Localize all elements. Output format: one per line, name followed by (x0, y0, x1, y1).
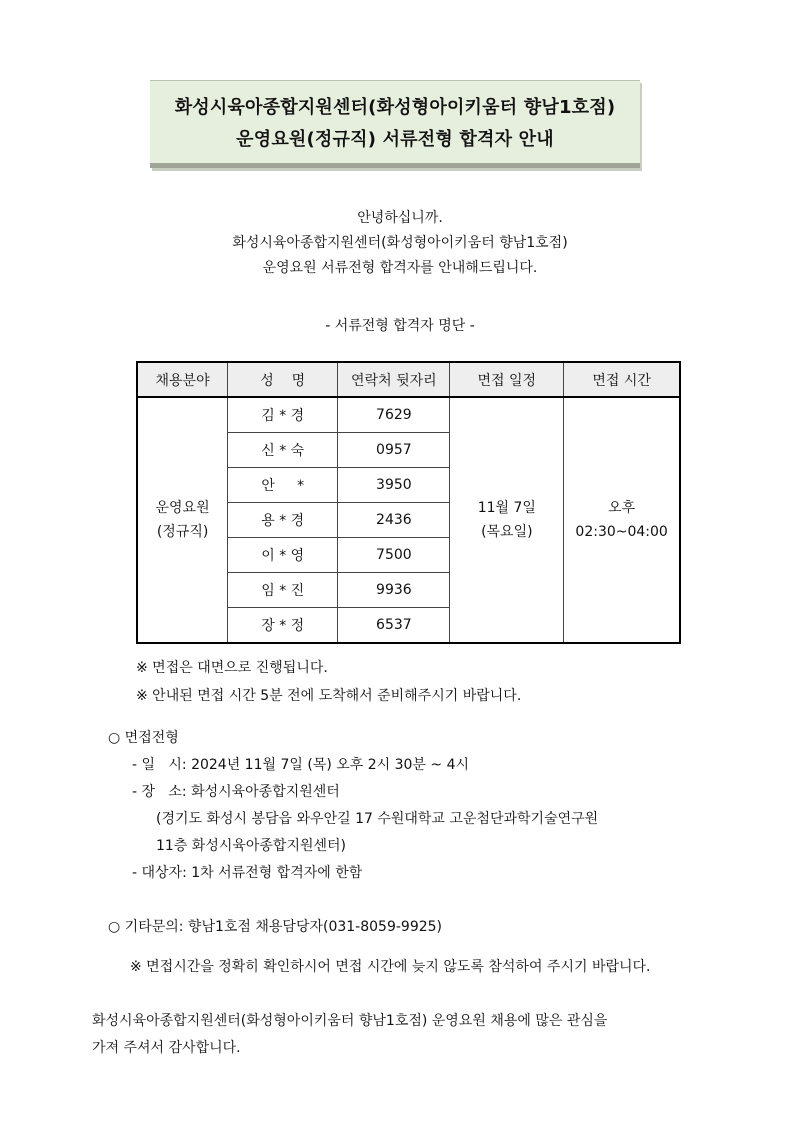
document-title-line1: 화성시육아종합지원센터(화성형아이키움터 향남1호점) (174, 97, 616, 118)
document-title-line2: 운영요원(정규직) 서류전형 합격자 안내 (236, 129, 554, 150)
table-row (137, 397, 680, 433)
time-line2: 02:30~04:00 (575, 524, 668, 540)
intro-announcement: 운영요원 서류전형 합격자를 안내해드립니다. (262, 260, 538, 276)
phone-cell: 6537 (338, 608, 450, 644)
list-caption: - 서류전형 합격자 명단 - (325, 318, 475, 334)
header-name: 성 명 (228, 362, 338, 397)
contact-info: ○ 기타문의: 향남1호점 채용담당자(031-8059-9925) (108, 919, 443, 935)
phone-cell: 7629 (338, 397, 450, 433)
date-cell (450, 397, 564, 643)
interview-datetime: - 일 시: 2024년 11월 7일 (목) 오후 2시 30분 ~ 4시 (132, 757, 470, 773)
interview-heading: ○ 면접전형 (108, 730, 179, 746)
intro-organization: 화성시육아종합지원센터(화성형아이키움터 향남1호점) (232, 235, 568, 251)
date-line2: (목요일) (481, 524, 533, 540)
interview-address-line1: (경기도 화성시 봉담읍 와우안길 17 수원대학교 고운첨단과학기술연구원 (156, 811, 599, 827)
field-line2: (정규직) (156, 524, 209, 540)
header-date: 면접 일정 (450, 362, 564, 397)
intro-text (0, 206, 800, 281)
header-time: 면접 시간 (564, 362, 680, 397)
closing-line2: 가져 주셔서 감사합니다. (92, 1040, 241, 1056)
punctuality-note: ※ 면접시간을 정확히 확인하시어 면접 시간에 늦지 않도록 참석하여 주시기 바랍니다. (130, 959, 651, 975)
name-cell: 장 * 정 (228, 608, 338, 644)
note-arrive-early: ※ 안내된 면접 시간 5분 전에 도착해서 준비해주시기 바랍니다. (136, 688, 522, 704)
closing-message (92, 1008, 732, 1062)
interview-section (108, 725, 598, 887)
name-cell: 김 * 경 (228, 397, 338, 433)
field-cell (137, 397, 228, 643)
name-cell: 이 * 영 (228, 538, 338, 573)
title-banner (150, 80, 640, 168)
phone-cell: 2436 (338, 503, 450, 538)
name-cell: 신 * 숙 (228, 433, 338, 468)
note-in-person: ※ 면접은 대면으로 진행됩니다. (136, 660, 328, 676)
applicant-table (136, 361, 681, 644)
name-cell: 용 * 경 (228, 503, 338, 538)
header-phone: 연락처 뒷자리 (338, 362, 450, 397)
phone-cell: 3950 (338, 468, 450, 503)
table-notes (136, 654, 521, 710)
interview-target: - 대상자: 1차 서류전형 합격자에 한함 (132, 865, 363, 881)
time-cell (564, 397, 680, 643)
header-field: 채용분야 (137, 362, 228, 397)
name-cell: 안 * (228, 468, 338, 503)
phone-cell: 9936 (338, 573, 450, 608)
time-line1: 오후 (608, 500, 636, 516)
phone-cell: 0957 (338, 433, 450, 468)
table-header-row (137, 362, 680, 397)
interview-place: - 장 소: 화성시육아종합지원센터 (132, 784, 340, 800)
interview-address-line2: 11층 화성시육아종합지원센터) (156, 838, 347, 854)
name-cell: 임 * 진 (228, 573, 338, 608)
phone-cell: 7500 (338, 538, 450, 573)
field-line1: 운영요원 (155, 500, 210, 516)
closing-line1: 화성시육아종합지원센터(화성형아이키움터 향남1호점) 운영요원 채용에 많은 관심을 (92, 1013, 608, 1029)
date-line1: 11월 7일 (477, 500, 536, 516)
intro-greeting: 안녕하십니까. (357, 210, 443, 226)
